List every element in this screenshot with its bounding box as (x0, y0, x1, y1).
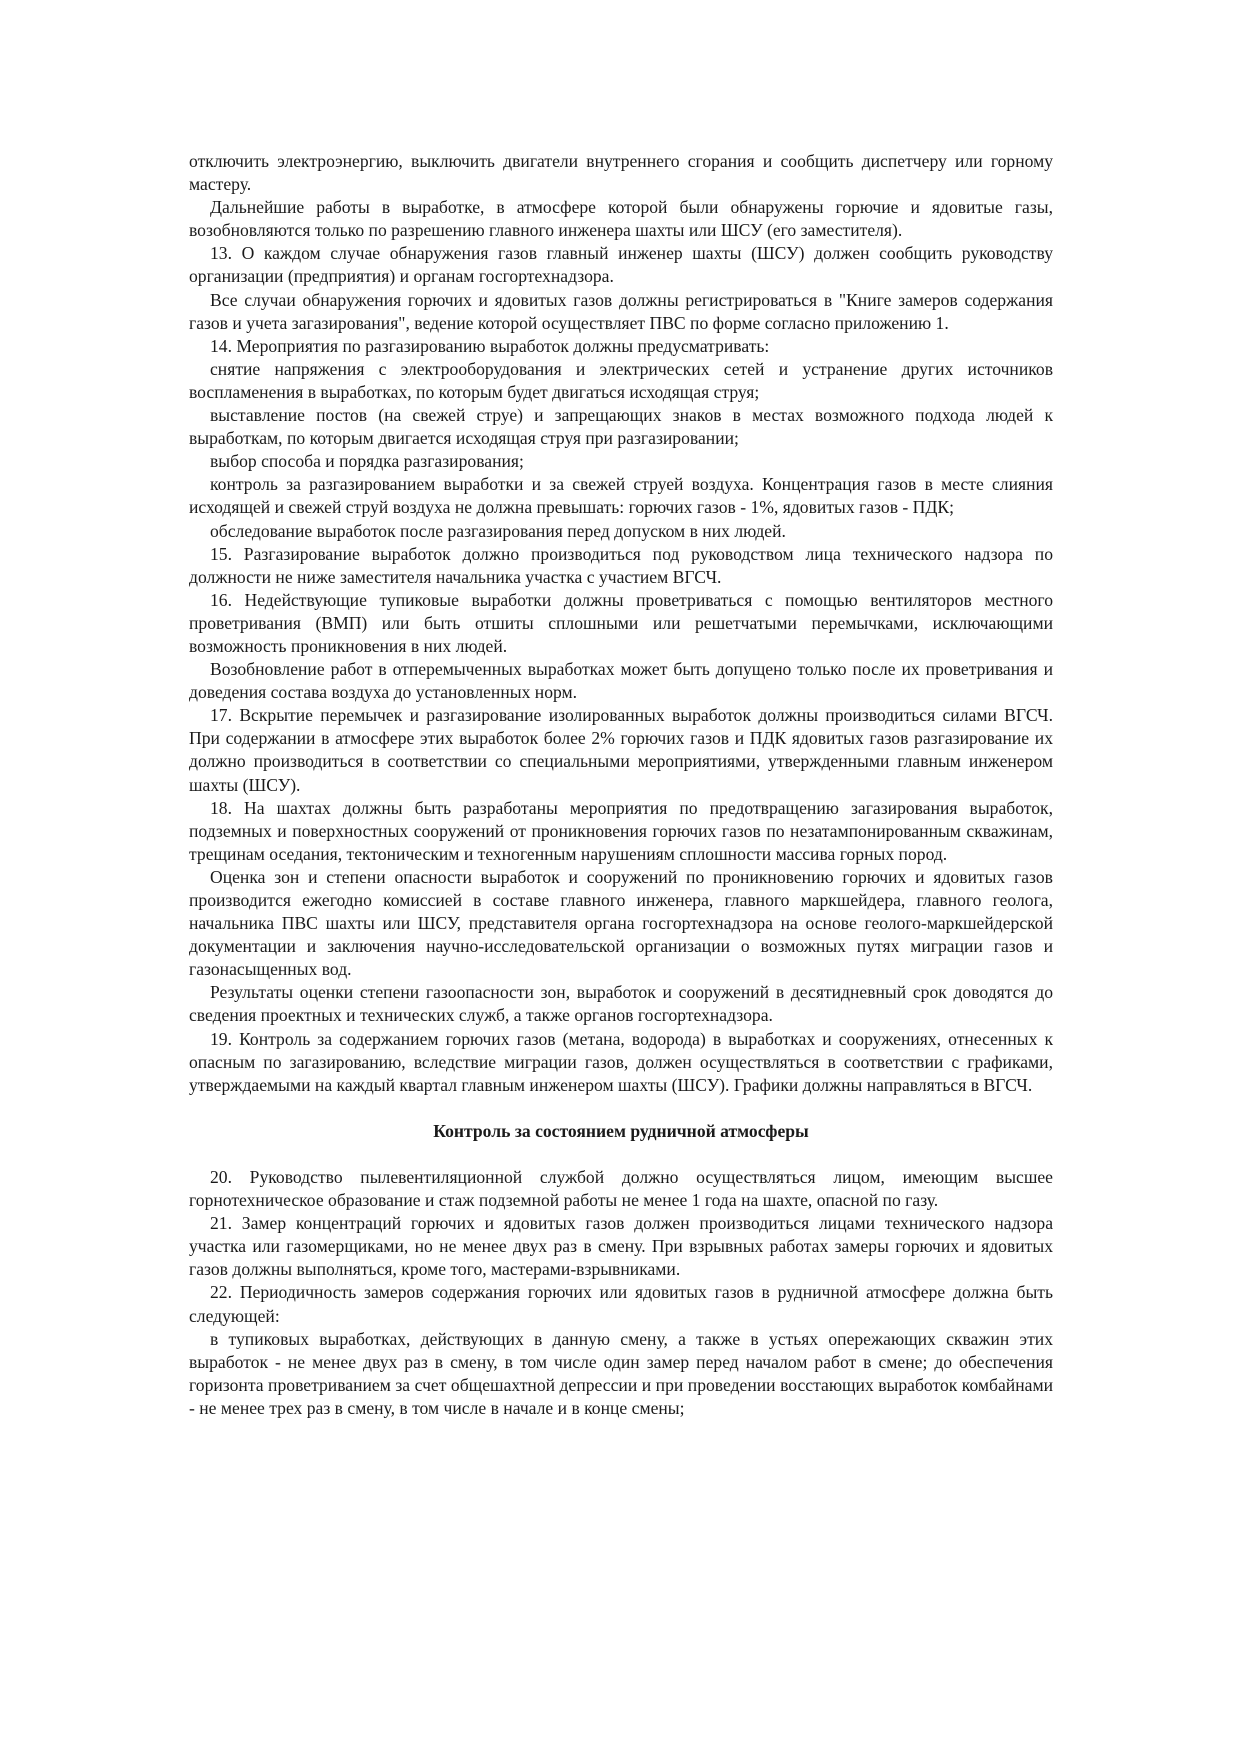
paragraph: Все случаи обнаружения горючих и ядовитых газов должны регистрироваться в "Книге замеров содержания газов и учета загазирования", ведение которой осуществляет ПВС по форме согласно приложению 1. (189, 289, 1053, 333)
paragraph: 20. Руководство пылевентиляционной службой должно осуществляться лицом, имеющим высшее горнотехническое образование и стаж подземной работы не менее 1 года на шахте, опасной по газу. (189, 1166, 1053, 1211)
paragraph: обследование выработок после разгазирования перед допуском в них людей. (210, 520, 786, 541)
paragraph: 22. Периодичность замеров содержания горючих или ядовитых газов в рудничной атмосфере должна быть следующей: (189, 1282, 1053, 1326)
paragraph: 21. Замер концентраций горючих и ядовитых газов должен производиться лицами технического надзора участка или газомерщиками, но не менее двух раз в смену. При взрывных работах замеры горючих и ядовитых газов должны выполняться, кроме того, мастерами-взрывниками. (189, 1213, 1053, 1280)
paragraph: 19. Контроль за содержанием горючих газов (метана, водорода) в выработках и сооружениях, отнесенных к опасным по загазированию, вследствие миграции газов, должен осуществляться в соответствии с графиками, утверждаемыми на каждый квартал главным инженером шахты (ШСУ). Графики должны направляться в ВГСЧ. (189, 1028, 1053, 1095)
paragraph: Возобновление работ в отперемыченных выработках может быть допущено только после их проветривания и доведения состава воздуха до установленных норм. (189, 659, 1053, 703)
paragraph: 16. Недействующие тупиковые выработки должны проветриваться с помощью вентиляторов местного проветривания (ВМП) или быть отшиты сплошными или решетчатыми перемычками, исключающими возможность проникновения в них людей. (189, 589, 1053, 656)
paragraph: 14. Мероприятия по разгазированию выработок должны предусматривать: (210, 335, 770, 356)
paragraph: снятие напряжения с электрооборудования и электрических сетей и устранение других источников воспламенения в выработках, по которым будет двигаться исходящая струя; (189, 358, 1053, 402)
document-body (189, 150, 1053, 1420)
paragraph: 13. О каждом случае обнаружения газов главный инженер шахты (ШСУ) должен сообщить руководству организации (предприятия) и органам госгортехнадзора. (189, 243, 1053, 287)
paragraph: контроль за разгазированием выработки и за свежей струей воздуха. Концентрация газов в месте слияния исходящей и свежей струй воздуха не должна превышать: горючих газов - 1%, ядовитых газов - ПДК; (189, 474, 1053, 518)
section-heading: Контроль за состоянием рудничной атмосферы (433, 1120, 809, 1141)
paragraph: Оценка зон и степени опасности выработок и сооружений по проникновению горючих и ядовитых газов производится ежегодно комиссией в составе главного инженера, главного маркшейдера, главного геолога, начальника ПВС шахты или ШСУ, представителя органа госгортехнадзора на основе геолого-маркшейдерской документации и заключения научно-исследовательской организации о возможных путях миграции газов и газонасыщенных вод. (189, 866, 1053, 980)
paragraph: выбор способа и порядка разгазирования; (210, 451, 524, 472)
paragraph: в тупиковых выработках, действующих в данную смену, а также в устьях опережающих скважин этих выработок - не менее двух раз в смену, в том числе один замер перед началом работ в смене; до обеспечения горизонта проветриванием за счет общешахтной депрессии и при проведении восстающих выработок комбайнами - не менее трех раз в смену, в том числе в начале и в конце смены; (189, 1328, 1053, 1418)
paragraph: выставление постов (на свежей струе) и запрещающих знаков в местах возможного подхода людей к выработкам, по которым двигается исходящая струя при разгазировании; (189, 405, 1053, 449)
paragraph: отключить электроэнергию, выключить двигатели внутреннего сгорания и сообщить диспетчеру или горному мастеру. (189, 151, 1053, 195)
paragraph: 18. На шахтах должны быть разработаны мероприятия по предотвращению загазирования выработок, подземных и поверхностных сооружений от проникновения горючих газов по незатампонированным скважинам, трещинам оседания, тектоническим и техногенным нарушениям сплошности массива горных пород. (189, 797, 1053, 864)
paragraph: 15. Разгазирование выработок должно производиться под руководством лица технического надзора по должности не ниже заместителя начальника участка с участием ВГСЧ. (189, 543, 1053, 587)
paragraph: Дальнейшие работы в выработке, в атмосфере которой были обнаружены горючие и ядовитые газы, возобновляются только по разрешению главного инженера шахты или ШСУ (его заместителя). (189, 197, 1053, 241)
paragraph: Результаты оценки степени газоопасности зон, выработок и сооружений в десятидневный срок доводятся до сведения проектных и технических служб, а также органов госгортехнадзора. (189, 982, 1053, 1026)
paragraph: 17. Вскрытие перемычек и разгазирование изолированных выработок должны производиться силами ВГСЧ. При содержании в атмосфере этих выработок более 2% горючих газов и ПДК ядовитых газов разгазирование их должно производиться в соответствии со специальными мероприятиями, утвержденными главным инженером шахты (ШСУ). (189, 705, 1053, 795)
